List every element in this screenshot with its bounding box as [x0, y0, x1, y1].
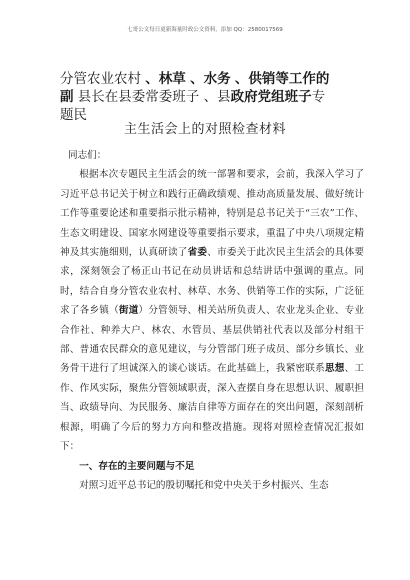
title-text: 、供销等工作的: [234, 71, 330, 87]
document-title: [60, 70, 370, 124]
paragraph-problems: 对照习近平总书记的殷切嘱托和党中央关于乡村振兴、生态: [79, 479, 329, 491]
title-text: 专: [311, 89, 326, 105]
paragraph-text: 、市委关于此次民主生活会的具体要求，深刻领会了杨正山书记在动员讲话和总结讲话中强调的重点。同时，结合自身分管农业农村、林草、水务、供销等工作的实际，广泛征求了各乡镇（: [60, 247, 365, 317]
greeting: 同志们：: [68, 150, 107, 161]
title-text: 县长在县委常委班子: [77, 89, 200, 105]
title-text: 、水务: [190, 71, 231, 87]
title-line-2: [60, 88, 370, 106]
document-body: [60, 146, 364, 495]
paragraph-text: ）分管领导、相关站所负责人、农业龙头企业、专业合作社、种养大户、林农、水管员、基层供销社代表以及部分村组干部、普通农民群众的意见建议，与分管部门班子成员、部分乡镇长、业务骨干进行了坦诚深入的谈心谈话。在此基础上，我紧密联系: [60, 305, 365, 375]
paragraph-text: 思想: [324, 363, 345, 375]
title-text: 、县: [203, 89, 231, 105]
title-text: 题民: [60, 107, 87, 123]
title-text: 班子: [284, 89, 312, 105]
paragraph-text: 根据本次专题民主生活会的统一部署和要求，会前，我深入学习了习近平总书记关于树立和践行正确政绩观、推动高质量发展、做好统计工作等重要论述和重要指示批示精神，特别是总书记关于“三农”工作、生态文明建设、国家水网建设等重要指示要求，重温了中央八项规定精神及其实施细则，认真研读了: [60, 169, 364, 259]
document-subtitle: 主生活会上的对照检查材料: [123, 122, 286, 137]
title-text: 、林草: [145, 71, 186, 87]
header-note: 七哥公文每日更新海量时政公文资料，添加 QQ：2580017569: [127, 27, 283, 33]
title-text: 政府党组: [230, 89, 285, 105]
paragraph-text: 街道: [118, 305, 139, 317]
section-heading: 一、存在的主要问题与不足: [79, 460, 195, 472]
title-line-1: [60, 70, 370, 88]
paragraph-intro: [60, 165, 364, 456]
paragraph-text: 、工作、作风实际，聚焦分管领域职责，深入查摆自身在思想认识、履职担当、政绩导向、为民服务、廉洁自律等方面存在的突出问题，深刻剖析根源，明确了今后的努力方向和整改措施。现将对照检查情况汇报如下：: [60, 363, 365, 453]
paragraph-text: 省委: [187, 247, 208, 259]
title-text: 副: [60, 89, 74, 105]
title-text: 分管农业农村: [60, 71, 141, 87]
